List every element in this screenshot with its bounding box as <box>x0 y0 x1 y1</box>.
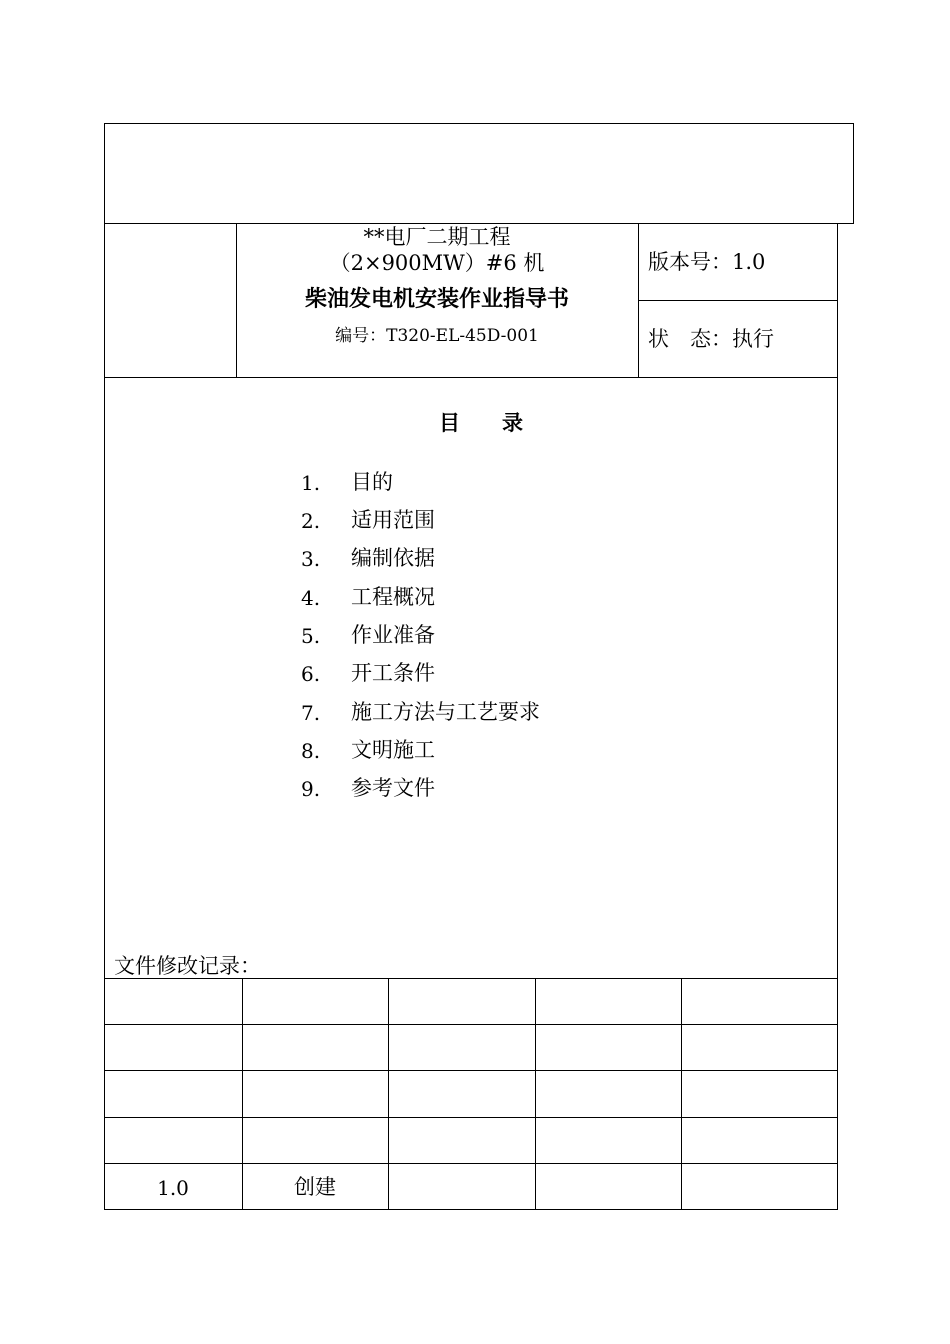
toc-item-number: 9. <box>301 777 321 801</box>
project-name-line1: **电厂二期工程 <box>363 225 511 249</box>
toc-item-number: 6. <box>301 662 321 686</box>
toc-item-label: 文明施工 <box>351 738 435 762</box>
toc-item-number: 4. <box>301 586 321 610</box>
document-title: 柴油发电机安装作业指导书 <box>304 286 569 312</box>
toc-item-number: 5. <box>301 624 321 648</box>
document-number: 编号：T320-EL-45D-001 <box>335 326 539 346</box>
toc-item-number: 1. <box>301 471 321 495</box>
toc-item-label: 工程概况 <box>351 585 435 609</box>
toc-item-label: 施工方法与工艺要求 <box>351 700 540 724</box>
toc-item-label: 参考文件 <box>351 776 435 800</box>
toc-item-label: 作业准备 <box>351 623 435 647</box>
revision-description-cell: 创建 <box>294 1175 336 1199</box>
toc-item-label: 编制依据 <box>351 546 435 570</box>
toc-title: 目 录 <box>439 410 523 435</box>
revision-version-cell: 1.0 <box>157 1176 189 1200</box>
toc-item-number: 7. <box>301 701 321 725</box>
toc-item-label: 适用范围 <box>351 508 435 532</box>
revision-record-label: 文件修改记录： <box>114 954 261 978</box>
toc-item-label: 目的 <box>351 470 393 494</box>
version-label: 版本号：1.0 <box>648 250 766 274</box>
toc-item-number: 8. <box>301 739 321 763</box>
status-label: 状 态：执行 <box>648 327 774 351</box>
project-name-line2: （2×900MW）#6 机 <box>329 251 545 275</box>
toc-item-number: 2. <box>301 509 321 533</box>
toc-item-number: 3. <box>301 547 321 571</box>
toc-item-label: 开工条件 <box>351 661 435 685</box>
